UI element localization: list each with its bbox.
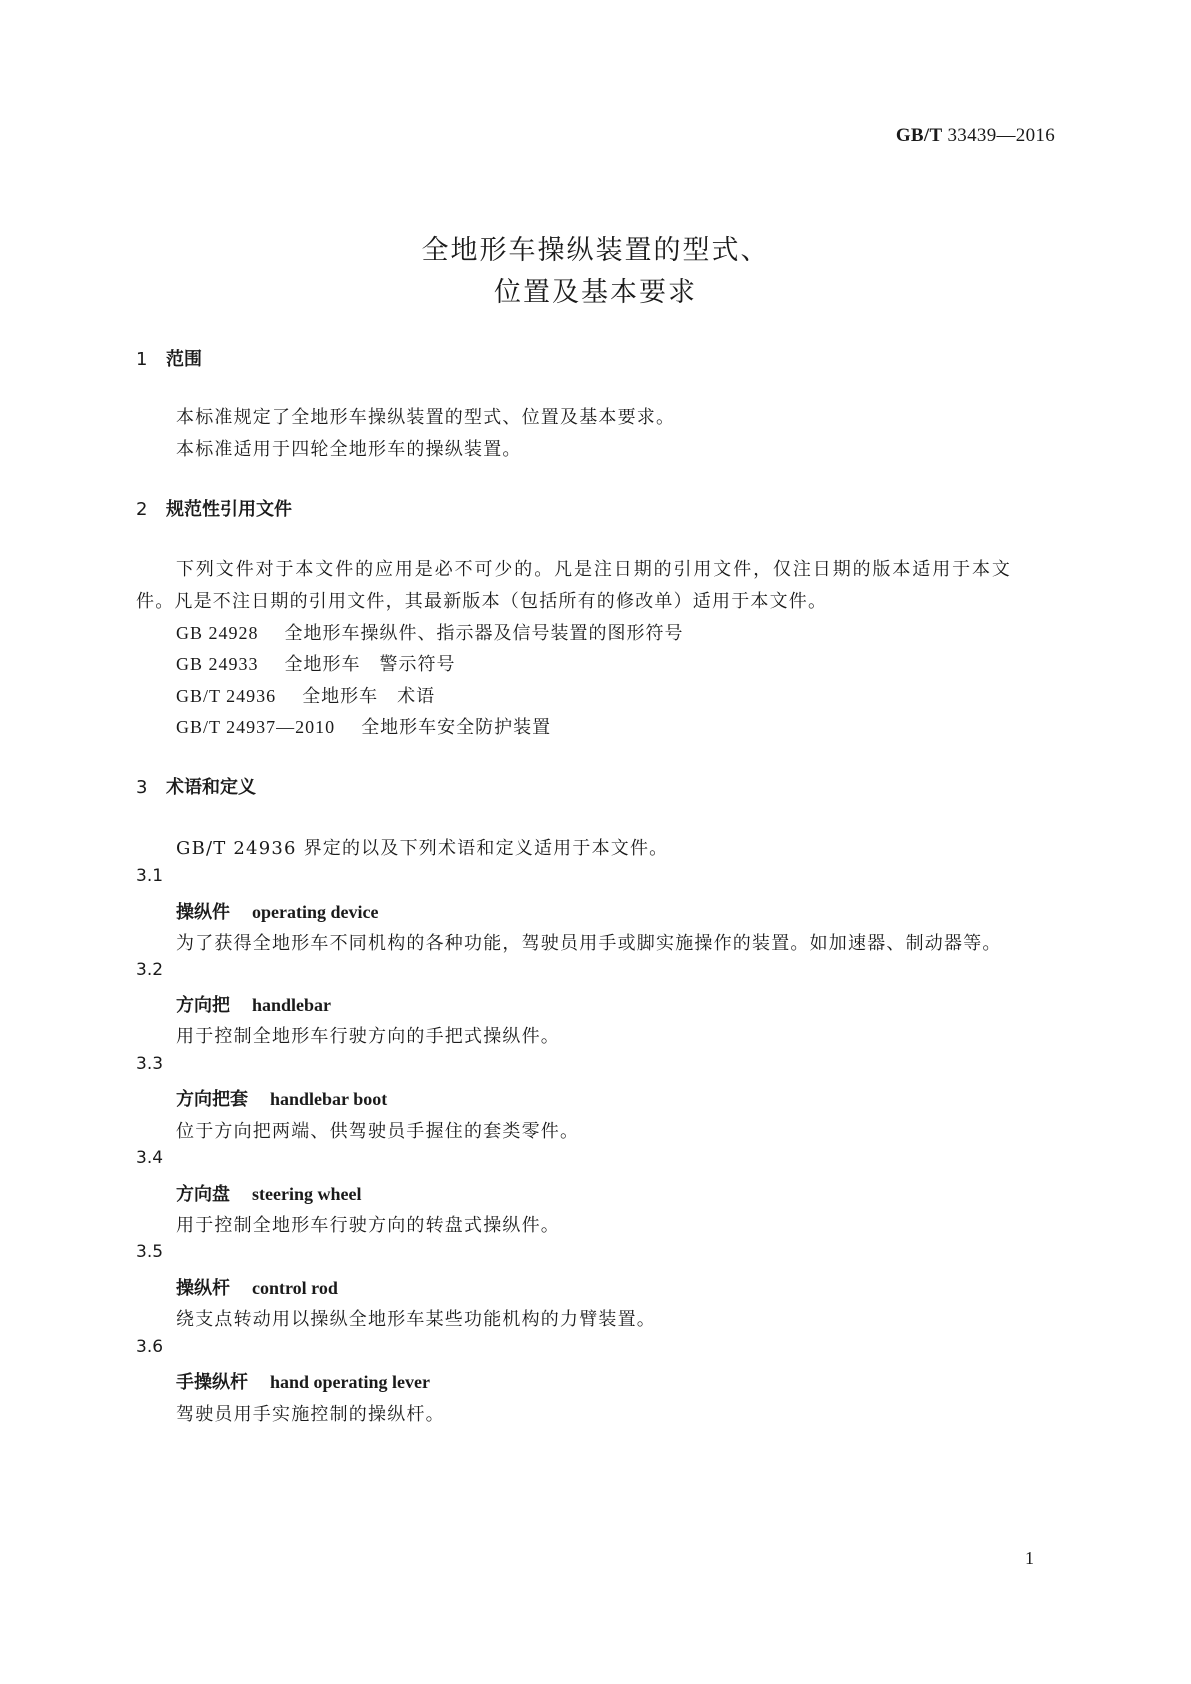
section-title: 规范性引用文件: [166, 499, 292, 520]
term-heading: [176, 1368, 430, 1394]
term-number: 3.3: [136, 1054, 164, 1074]
term-number: 3.5: [136, 1242, 164, 1262]
term-english: control rod: [252, 1278, 338, 1298]
term-definition: 用于控制全地形车行驶方向的手把式操纵件。: [176, 1026, 560, 1047]
section-1-heading: [136, 345, 202, 371]
scope-paragraph-1: 本标准规定了全地形车操纵装置的型式、位置及基本要求。: [176, 407, 676, 428]
standard-code: [896, 125, 1055, 147]
page-number: 1: [1025, 1548, 1034, 1568]
section-title: 术语和定义: [166, 777, 256, 798]
term-number: 3.4: [136, 1148, 164, 1168]
section-2-heading: [136, 495, 292, 521]
term-heading: [176, 1274, 338, 1300]
standard-code-prefix: GB/T: [895, 125, 943, 146]
term-definition: 驾驶员用手实施控制的操纵杆。: [176, 1404, 445, 1425]
document-title-line-1: 全地形车操纵装置的型式、: [421, 235, 770, 266]
term-definition: 位于方向把两端、供驾驶员手握住的套类零件。: [176, 1121, 580, 1142]
terms-intro: GB/T 24936 界定的以及下列术语和定义适用于本文件。: [176, 838, 669, 859]
term-english: hand operating lever: [270, 1372, 430, 1392]
term-chinese: 方向把套: [176, 1089, 248, 1110]
term-definition: 用于控制全地形车行驶方向的转盘式操纵件。: [176, 1215, 560, 1236]
reference-code: GB 24933: [176, 654, 259, 674]
reference-item: [176, 650, 456, 676]
normative-intro-line-2: 件。凡是不注日期的引用文件，其最新版本（包括所有的修改单）适用于本文件。: [136, 591, 828, 612]
reference-item: [176, 619, 684, 645]
term-heading: [176, 1180, 361, 1206]
standard-code-number: 33439—2016: [947, 125, 1055, 146]
reference-title: 全地形车操纵件、指示器及信号装置的图形符号: [284, 623, 684, 644]
reference-code: GB 24928: [176, 623, 259, 643]
section-number: 2: [136, 499, 148, 520]
term-heading: [176, 1085, 387, 1111]
reference-code: GB/T 24936: [176, 686, 277, 706]
term-heading: [176, 991, 331, 1017]
term-chinese: 方向盘: [176, 1184, 230, 1205]
term-heading: [176, 898, 378, 924]
reference-item: [176, 682, 435, 708]
term-chinese: 手操纵杆: [176, 1372, 248, 1393]
section-number: 1: [136, 349, 148, 370]
term-chinese: 操纵杆: [176, 1278, 230, 1299]
term-number: 3.6: [136, 1337, 164, 1357]
term-chinese: 操纵件: [176, 902, 230, 923]
normative-intro-line-1: 下列文件对于本文件的应用是必不可少的。凡是注日期的引用文件，仅注日期的版本适用于本文: [176, 559, 1012, 580]
term-chinese: 方向把: [176, 995, 230, 1016]
term-english: handlebar: [252, 995, 332, 1015]
reference-title: 全地形车 警示符号: [284, 654, 456, 675]
section-3-heading: [136, 773, 256, 799]
scope-paragraph-2: 本标准适用于四轮全地形车的操纵装置。: [176, 439, 522, 460]
reference-title: 全地形车安全防护装置: [361, 717, 552, 738]
term-english: steering wheel: [252, 1184, 362, 1204]
term-english: operating device: [252, 902, 379, 922]
section-number: 3: [136, 777, 148, 798]
term-definition: 绕支点转动用以操纵全地形车某些功能机构的力臂装置。: [176, 1309, 656, 1330]
term-number: 3.1: [136, 866, 164, 886]
term-number: 3.2: [136, 960, 164, 980]
section-title: 范围: [166, 349, 202, 370]
term-english: handlebar boot: [270, 1089, 388, 1109]
reference-item: [176, 713, 551, 739]
document-title-line-2: 位置及基本要求: [494, 277, 697, 308]
term-definition: 为了获得全地形车不同机构的各种功能，驾驶员用手或脚实施操作的装置。如加速器、制动器等。: [176, 933, 1002, 954]
reference-title: 全地形车 术语: [302, 686, 436, 707]
reference-code: GB/T 24937—2010: [176, 717, 336, 737]
